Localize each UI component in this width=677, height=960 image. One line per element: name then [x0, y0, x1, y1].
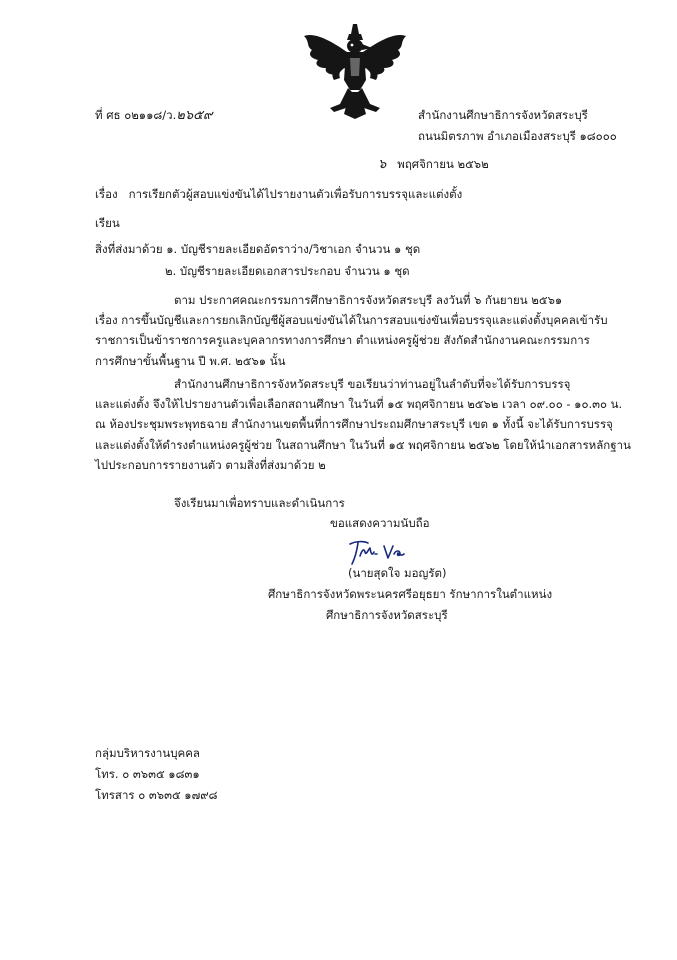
paragraph-line: การศึกษาขั้นพื้นฐาน ปี พ.ศ. ๒๕๖๑ นั้น [95, 353, 286, 368]
signer-name: (นายสุดใจ มอญรัต) [348, 566, 447, 580]
paragraph-line: และแต่งตั้ง จึงให้ไปรายงานตัวเพื่อเลือกสถานศึกษา ในวันที่ ๑๕ พฤศจิกายน ๒๕๖๒ เวลา ๐๙.๐๐ - ๑๐.๓๐ น. [95, 397, 623, 412]
org-name: สำนักงานศึกษาธิการจังหวัดสระบุรี [418, 108, 588, 122]
signer-title-line-1: ศึกษาธิการจังหวัดพระนครศรีอยุธยา รักษาการในตำแหน่ง [268, 587, 553, 601]
footer-phone: โทร. ๐ ๓๖๓๕ ๑๘๓๑ [95, 767, 200, 781]
date-month-year: พฤศจิกายน ๒๕๖๒ [397, 157, 489, 171]
attachment-item: ๑. บัญชีรายละเอียดอัตราว่าง/วิชาเอก จำนวน ๑ ชุด [166, 242, 421, 256]
signer-title-line-2: ศึกษาธิการจังหวัดสระบุรี [326, 608, 448, 622]
attachments-line-1 [95, 242, 420, 256]
paragraph-line: ราชการเป็นข้าราชการครูและบุคลากรทางการศึกษา ตำแหน่งครูผู้ช่วย สังกัดสำนักงานคณะกรรมการ [95, 333, 590, 348]
org-address: ถนนมิตรภาพ อำเภอเมืองสระบุรี ๑๘๐๐๐ [418, 129, 617, 143]
paragraph-line: ไปประกอบการรายงานตัว ตามสิ่งที่ส่งมาด้วย ๒ [95, 457, 326, 472]
closing-line: จึงเรียนมาเพื่อทราบและดำเนินการ [174, 496, 345, 510]
subject-label: เรื่อง [95, 187, 118, 201]
garuda-seal-icon [300, 22, 410, 120]
handwritten-signature [346, 538, 408, 568]
body-paragraph-2 [95, 374, 631, 475]
recipient-label: เรียน [95, 216, 120, 230]
reference-number [95, 108, 212, 123]
reference-prefix: ที่ ศธ ๐๒๑๑๘/ว. [95, 108, 177, 122]
paragraph-line: และแต่งตั้งให้ดำรงตำแหน่งครูผู้ช่วย ในสถานศึกษา ในวันที่ ๑๕ พฤศจิกายน ๒๕๖๒ โดยให้นำเอกสารหลักฐาน [95, 437, 631, 452]
attachments-label: สิ่งที่ส่งมาด้วย [95, 242, 163, 256]
salutation: ขอแสดงความนับถือ [330, 516, 430, 530]
date-day-handwritten: ๖ [378, 157, 387, 172]
body-paragraph-1 [95, 290, 608, 371]
letter-date [378, 157, 489, 172]
attachment-item: ๒. บัญชีรายละเอียดเอกสารประกอบ จำนวน ๑ ชุด [165, 264, 410, 278]
paragraph-line: ตาม ประกาศคณะกรรมการศึกษาธิการจังหวัดสระบุรี ลงวันที่ ๖ กันยายน ๒๕๖๑ [174, 293, 563, 307]
footer-department: กลุ่มบริหารงานบุคคล [95, 746, 200, 760]
footer-fax: โทรสาร ๐ ๓๖๓๕ ๑๗๙๘ [95, 788, 218, 802]
subject-line [95, 187, 462, 201]
paragraph-line: สำนักงานศึกษาธิการจังหวัดสระบุรี ขอเรียนว่าท่านอยู่ในลำดับที่จะได้รับการบรรจุ [174, 377, 571, 391]
reference-number-handwritten: ๒๖๕๙ [176, 108, 213, 123]
subject-text: การเรียกตัวผู้สอบแข่งขันได้ไปรายงานตัวเพื่อรับการบรรจุและแต่งตั้ง [128, 187, 463, 201]
paragraph-line: เรื่อง การขึ้นบัญชีและการยกเลิกบัญชีผู้สอบแข่งขันได้ในการสอบแข่งขันเพื่อบรรจุและแต่งตั้งบุคคลเข้ารับ [95, 313, 608, 328]
paragraph-line: ณ ห้องประชุมพระพุทธฉาย สำนักงานเขตพื้นที่การศึกษาประถมศึกษาสระบุรี เขต ๑ ทั้งนี้ จะได้รับการบรรจุ [95, 417, 613, 432]
